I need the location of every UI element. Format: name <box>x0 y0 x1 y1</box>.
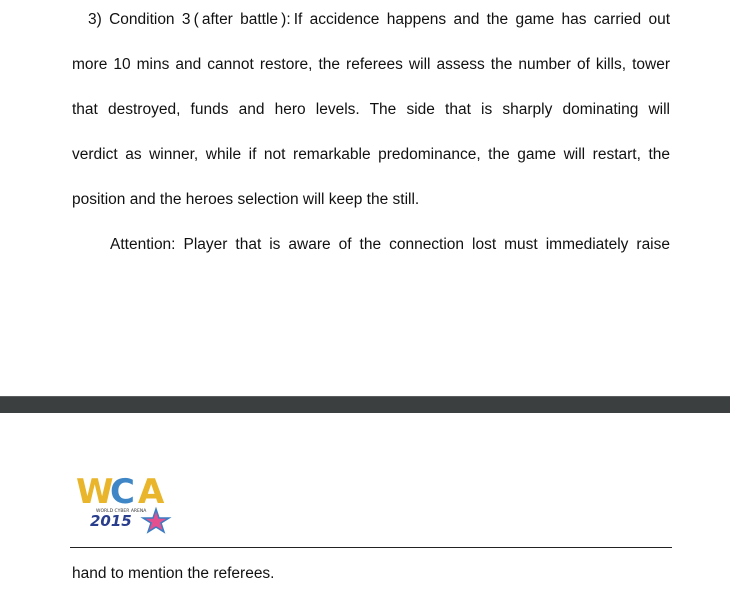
text-line: position and the heroes selection will keep the still. <box>72 191 420 208</box>
header-rule <box>70 547 672 548</box>
text-line: verdict as winner, while if not remarkable predominance, the game will restart, the <box>72 146 670 163</box>
logo-letter-a: A <box>138 472 165 512</box>
wca-logo-graphic <box>76 470 174 534</box>
text-line: that destroyed, funds and hero levels. The side that is sharply dominating will <box>72 101 670 118</box>
text-line: 3) Condition 3 ( after battle ): If accidence happens and the game has carried out <box>88 11 670 28</box>
page-separator <box>0 396 730 413</box>
logo-letter-w: W <box>76 472 114 512</box>
logo-year: 2015 <box>90 512 132 530</box>
wca-logo <box>76 470 174 534</box>
logo-letter-c: C <box>110 472 135 512</box>
logo-subtitle: WORLD CYBER ARENA <box>96 509 147 514</box>
text-line: more 10 mins and cannot restore, the referees will assess the number of kills, tower <box>72 56 670 73</box>
text-line: hand to mention the referees. <box>72 565 275 582</box>
star-icon <box>143 509 169 532</box>
text-line: Attention: Player that is aware of the connection lost must immediately raise <box>110 236 670 253</box>
